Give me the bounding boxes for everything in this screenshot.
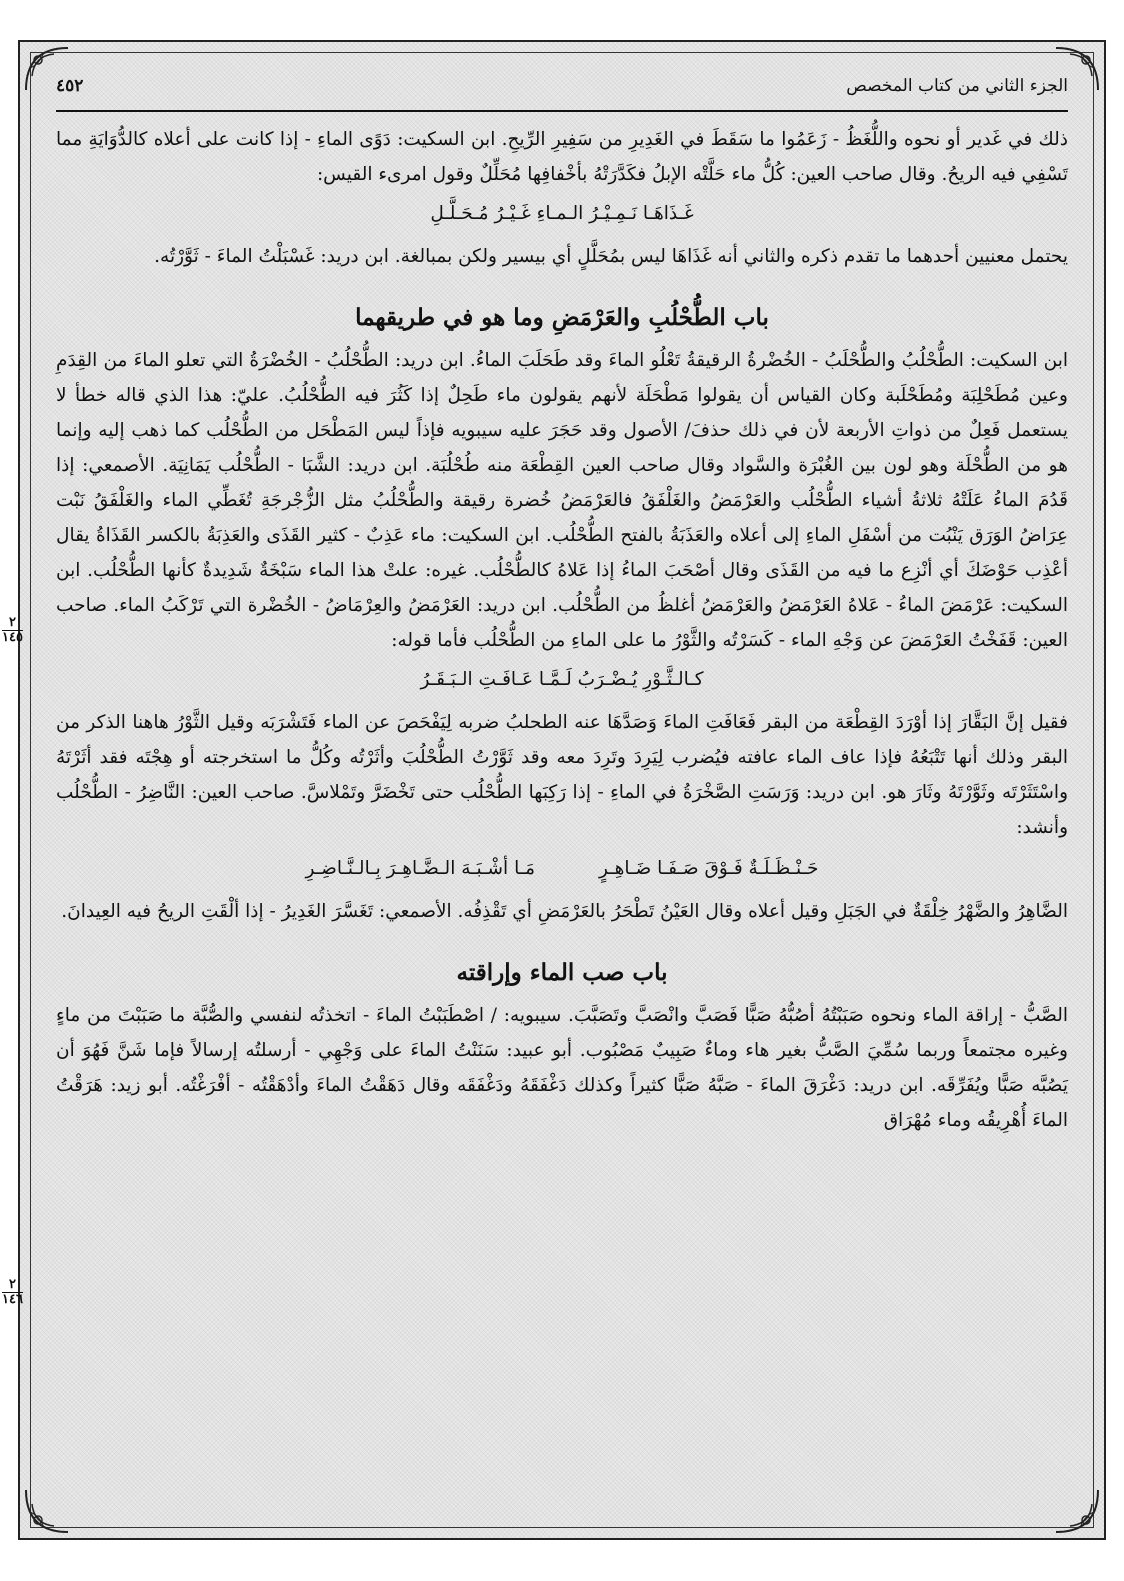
margin-reference bbox=[2, 616, 23, 645]
page-number: ٤٥٢ bbox=[56, 76, 84, 96]
corner-ornament-icon bbox=[24, 1488, 70, 1534]
page-header bbox=[56, 66, 1068, 112]
chapter-heading: باب الطُّحْلُبِ والعَرْمَضِ وما هو في طريقهما bbox=[355, 304, 769, 331]
poetry-verse: غَـذَاهَـا نَـمِـيْـرُ الـمـاءِ غَـيْـرُ مُـحَـلَّـلِ bbox=[430, 203, 694, 224]
margin-reference-page: ١٤٦ bbox=[2, 1292, 23, 1307]
margin-reference bbox=[2, 1278, 23, 1307]
margin-reference-volume: ٢ bbox=[2, 1278, 23, 1293]
paragraph: فقيل إنَّ البَقَّارَ إذا أوْرَدَ القِطْعَة من البقر فَعَافَتِ الماءَ وَصَدَّهَا عنه الطحلبُ ضربه لِيَفْحَصَ عن الماء فَتَشْرَبَه وقيل الثَّوْرُ هاهنا الذكر من البقر وذلك أنها تَتْبَعُهُ فإذا عاف الماء عافته فيُضرب لِيَرِدَ وتَرِدَ معه وقد ثَوَّرْتُ الطُّحْلُبَ وأثَرْتُه وكُلُّ ما استخرجته أو هِجْتَه فقد أثَرْتَهُ واسْتَثَرْتَه وثَوَّرْتَهُ وثَارَ هو. ابن دريد: وَرَسَتِ الصَّخْرَةُ في الماءِ - إذا رَكِبَها الطُّحْلُب حتى تَخْضَرَّ وتَمْلاسَّ. صاحب العين: النَّاضِرُ - الطُّحْلُب وأنشد: bbox=[56, 712, 1068, 838]
paragraph: يحتمل معنيين أحدهما ما تقدم ذكره والثاني أنه غَذَاهَا ليس بمُحَلَّلٍ أي بيسير ولكن بمبالغة. ابن دريد: غَسْبَلْتُ الماءَ - ثَوَّرْتُه. bbox=[154, 246, 1068, 267]
margin-reference-volume: ٢ bbox=[2, 616, 23, 631]
corner-ornament-icon bbox=[1054, 1488, 1100, 1534]
paragraph: الضَّاهِرُ والضَّهْرُ خِلْقَةٌ في الجَبَلِ وقيل أعلاه وقال العَيْنُ تَطْحَرُ بالعَرْمَضِ أي تَقْذِفُه. الأصمعي: تَغَسَّرَ الغَدِيرُ - إذا ألْقَتِ الريحُ فيه العِيدانَ. bbox=[61, 901, 1068, 922]
verse-second-hemistich: مَـا أشْـبَـهَ الـضَّـاهِـرَ بِـالـنَّـاضِـرِ bbox=[305, 858, 536, 879]
margin-reference-page: ١٤٥ bbox=[2, 630, 23, 645]
poetry-couplet bbox=[56, 851, 1068, 886]
paragraph: ذلك في غَدير أو نحوه واللُّغَظُ - زَعَمُوا ما سَقَطَ في الغَدِيرِ من سَفِيرِ الرِّيحِ. ابن السكيت: دَوًى الماءِ - إذا كانت على أعلاه كالدُّوَايَةِ مما تَسْفِي فيه الريحُ. وقال صاحب العين: كُلُّ ماء حَلَّتْه الإبلُ فكَدَّرَتْهُ بأخْفافِها مُحَلِّلٌ وقول امرىء القيس: bbox=[56, 129, 1068, 185]
chapter-heading: باب صب الماء وإراقته bbox=[456, 959, 668, 986]
paragraph: الصَّبُّ - إراقة الماء ونحوه صَبَبْتُهُ أصُبُّهُ صَبًّا فَصَبَّ وانْصَبَّ وتَصَبَّبَ. سيبويه: / اصْطَبَبْتُ الماءَ - اتخذتُه لنفسي والصُّبَّة ما صَبَبْتَ من ماءٍ وغيره مجتمعاً وربما سُمِّيَ الصَّبُّ بغير هاء وماءٌ صَبِيبٌ مَصْبُوب. أبو عبيد: سَنَنْتُ الماءَ على وَجْهِي - أرسلتُه إرسالاً فإما شَنَّ فَهُوَ أن يَصُبَّه صَبًّا ويُفَرِّقَه. ابن دريد: دَغْرَقَ الماءَ - صَبَّهُ صَبًّا كثيراً وكذلك دَغْفَقَهُ ودَغْفَقَه وقال دَهَقْتُ الماءَ وأدْهَقْتُه - أفْرَغْتُه. أبو زيد: هَرَقْتُ الماءَ أُهْرِيقُه وماء مُهْرَاق bbox=[56, 1005, 1068, 1131]
book-title: الجزء الثاني من كتاب المخصص bbox=[846, 76, 1068, 96]
paragraph: ابن السكيت: الطُّحْلُبُ والطُّحْلَبُ - الخُضْرةُ الرقيقةُ تَعْلُو الماءَ وقد طَحَلَبَ الماءُ. ابن دريد: الطُّحْلُبُ - الخُضْرَةُ التي تعلو الماءَ من القِدَمِ وعين مُطَحْلِبَة ومُطَحْلَبة وكان القياس أن يقولوا مَطْحَلَة لأنهم يقولون ماء طَحِلٌ إذا كَثُرَ فيه الطُّحْلُبُ. عليّ: هذا الذي قاله خطأ لا يستعمل فَعِلٌ من ذواتِ الأربعة لأن في ذلك حذفَ/ الأصول وقد حَجَرَ عليه سيبويه فإذاً ليس المَطْحَل من الطُّحْلُب كما ذهب إليه وإنما هو من الطُّحْلَة وهو لون بين الغُبْرَة والسَّواد وقال صاحب العين القِطْعَة منه طُحْلُبَة. ابن دريد: الشَّبَا - الطُّحْلُب يَمَانِيَة. الأصمعي: إذا قَدُمَ الماءُ عَلَتْهُ ثلاثةُ أشياء الطُّحْلُب والعَرْمَضُ والغَلْفَقُ فالعَرْمَضُ خُضرة رقيقة والطُّحْلُبُ مثل الزُّجْرجَةِ تُغَطِّي الماء والغَلْفَقُ نَبْت عِرَاضُ الوَرَق يَنْبُت من أسْفَلِ الماءِ إلى أعلاه والعَذَبَةُ بالفتح الطُّحْلُب. ابن السكيت: ماء عَذِبٌ - كثير القَذَى والعَذِبَةُ بالكسر القَذَاةُ يقال أعْذِب حَوْضَكَ أي أنْزِع ما فيه من القَذَى وقال أصْحَبَ الماءُ إذا عَلاهُ كالطُّحْلُب. غيره: علتْ هذا الماء سَبْخَةٌ شَدِيدةٌ كأنها الطُّحْلُب. ابن السكيت: عَرْمَضَ الماءُ - عَلاهُ العَرْمَضُ والعَرْمَضُ أغلظُ من الطُّحْلُب. ابن دريد: العَرْمَضُ والعِرْمَاضُ - الخُضْرة التي تَرْكَبُ الماء. صاحب العين: قَفَخْتُ العَرْمَضَ عن وَجْهِ الماء - كَسَرْتُه والثَّوْرُ ما على الماءِ من الطُّحْلُب فأما قوله: bbox=[56, 350, 1068, 651]
verse-first-hemistich: حَـنْـظَـلَـةٌ فَـوْقَ صَـفَـا ضَـاهِـرٍ bbox=[599, 858, 819, 879]
poetry-verse: كـالـثَّـوْرِ يُـضْـرَبُ لَـمَّـا عَـافَـتِ الـبَـقَـرُ bbox=[420, 669, 704, 690]
page-body bbox=[56, 122, 1068, 1138]
